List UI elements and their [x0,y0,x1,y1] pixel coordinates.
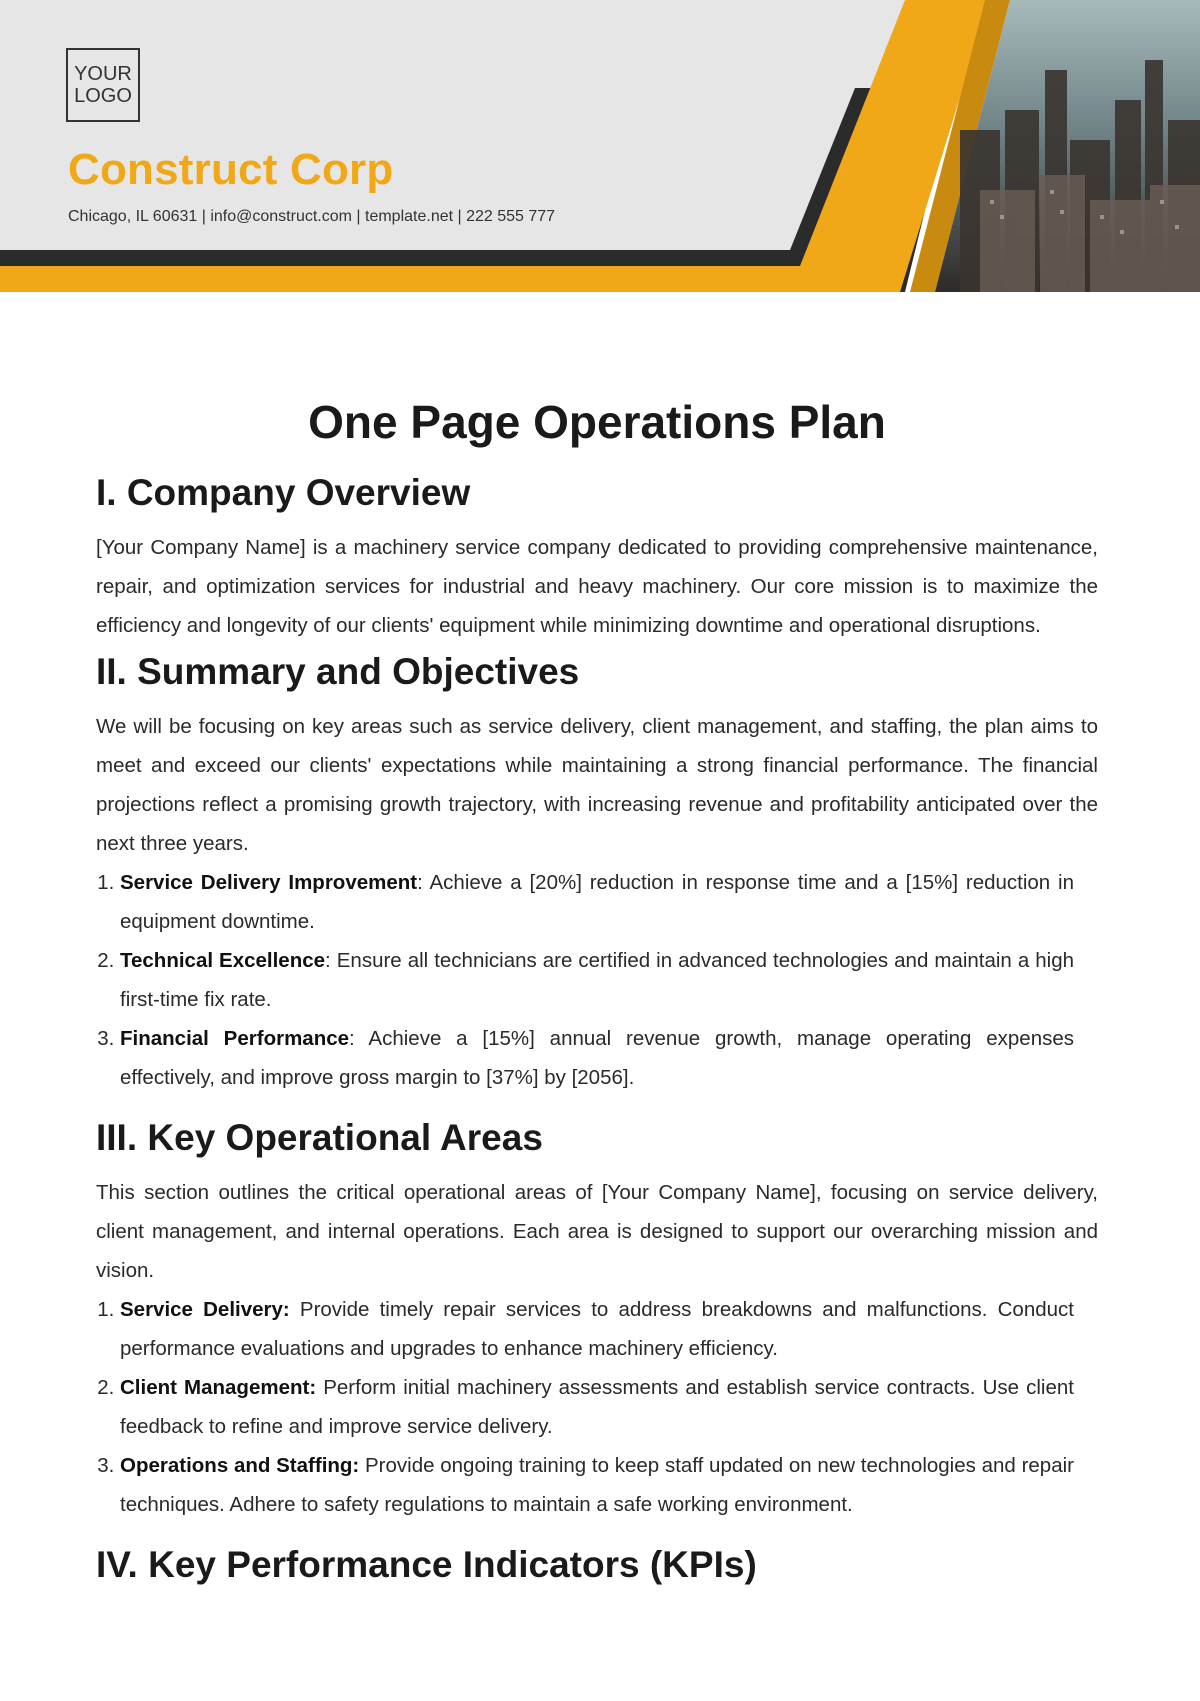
item-label: Technical Excellence [120,949,326,972]
section-company-overview [96,466,1098,645]
list-item [120,863,1074,941]
company-name: Construct Corp [68,145,394,194]
item-label: Financial Performance [120,1027,350,1050]
document-body [96,388,1098,1592]
section-heading: IV. Key Performance Indicators (KPIs) [96,1544,757,1585]
item-label: Operations and Staffing: [120,1454,360,1477]
list-item [120,1290,1074,1368]
letterhead [0,0,1200,292]
item-text: : Ensure all technicians are certified in advanced technologies and maintain a high first-time fix rate. [120,949,1074,1011]
list-item [120,1446,1074,1524]
item-text: : Achieve a [20%] reduction in response time and a [15%] reduction in equipment downtime. [120,871,1074,933]
contact-info: Chicago, IL 60631 | info@construct.com | template.net | 222 555 777 [68,208,556,225]
item-label: Service Delivery: [120,1298,290,1321]
section-key-operational-areas [96,1111,1098,1524]
list-item [120,1368,1074,1446]
company-logo [66,48,140,122]
section-paragraph: This section outlines the critical operational areas of [Your Company Name], focusing on service delivery, client management, and internal operations. Each area is designed to support our overarching mission and vision. [96,1181,1098,1282]
section-kpis [96,1538,1098,1592]
item-text: : Achieve a [15%] annual revenue growth, manage operating expenses effectively, and improve gross margin to [37%] by [2056]. [120,1027,1074,1089]
section-heading: I. Company Overview [96,472,471,513]
section-heading: II. Summary and Objectives [96,651,580,692]
item-text: Provide ongoing training to keep staff updated on new technologies and repair techniques. Adhere to safety regulations to maintain a safe working environment. [120,1454,1074,1516]
section-paragraph: We will be focusing on key areas such as service delivery, client management, and staffing, the plan aims to meet and exceed our clients' expectations while maintaining a strong financial performance. The financial projections reflect a promising growth trajectory, with increasing revenue and profitability anticipated over the next three years. [96,715,1098,855]
objectives-list [96,863,1098,1097]
logo-text-line2: LOGO [74,85,132,107]
item-text: Perform initial machinery assessments and establish service contracts. Use client feedback to refine and improve service delivery. [120,1376,1074,1438]
item-label: Client Management: [120,1376,317,1399]
item-label: Service Delivery Improvement [120,871,418,894]
section-paragraph: [Your Company Name] is a machinery service company dedicated to providing comprehensive maintenance, repair, and optimization services for industrial and heavy machinery. Our core mission is to maximize the efficiency and longevity of our clients' equipment while minimizing downtime and operational disruptions. [96,536,1098,637]
operational-areas-list [96,1290,1098,1524]
item-text: Provide timely repair services to address breakdowns and malfunctions. Conduct performance evaluations and upgrades to enhance machinery efficiency. [120,1298,1074,1360]
section-summary-objectives [96,645,1098,1097]
list-item [120,1019,1074,1097]
section-heading: III. Key Operational Areas [96,1117,543,1158]
document-title: One Page Operations Plan [308,396,886,448]
list-item [120,941,1074,1019]
logo-text-line1: YOUR [74,63,132,85]
